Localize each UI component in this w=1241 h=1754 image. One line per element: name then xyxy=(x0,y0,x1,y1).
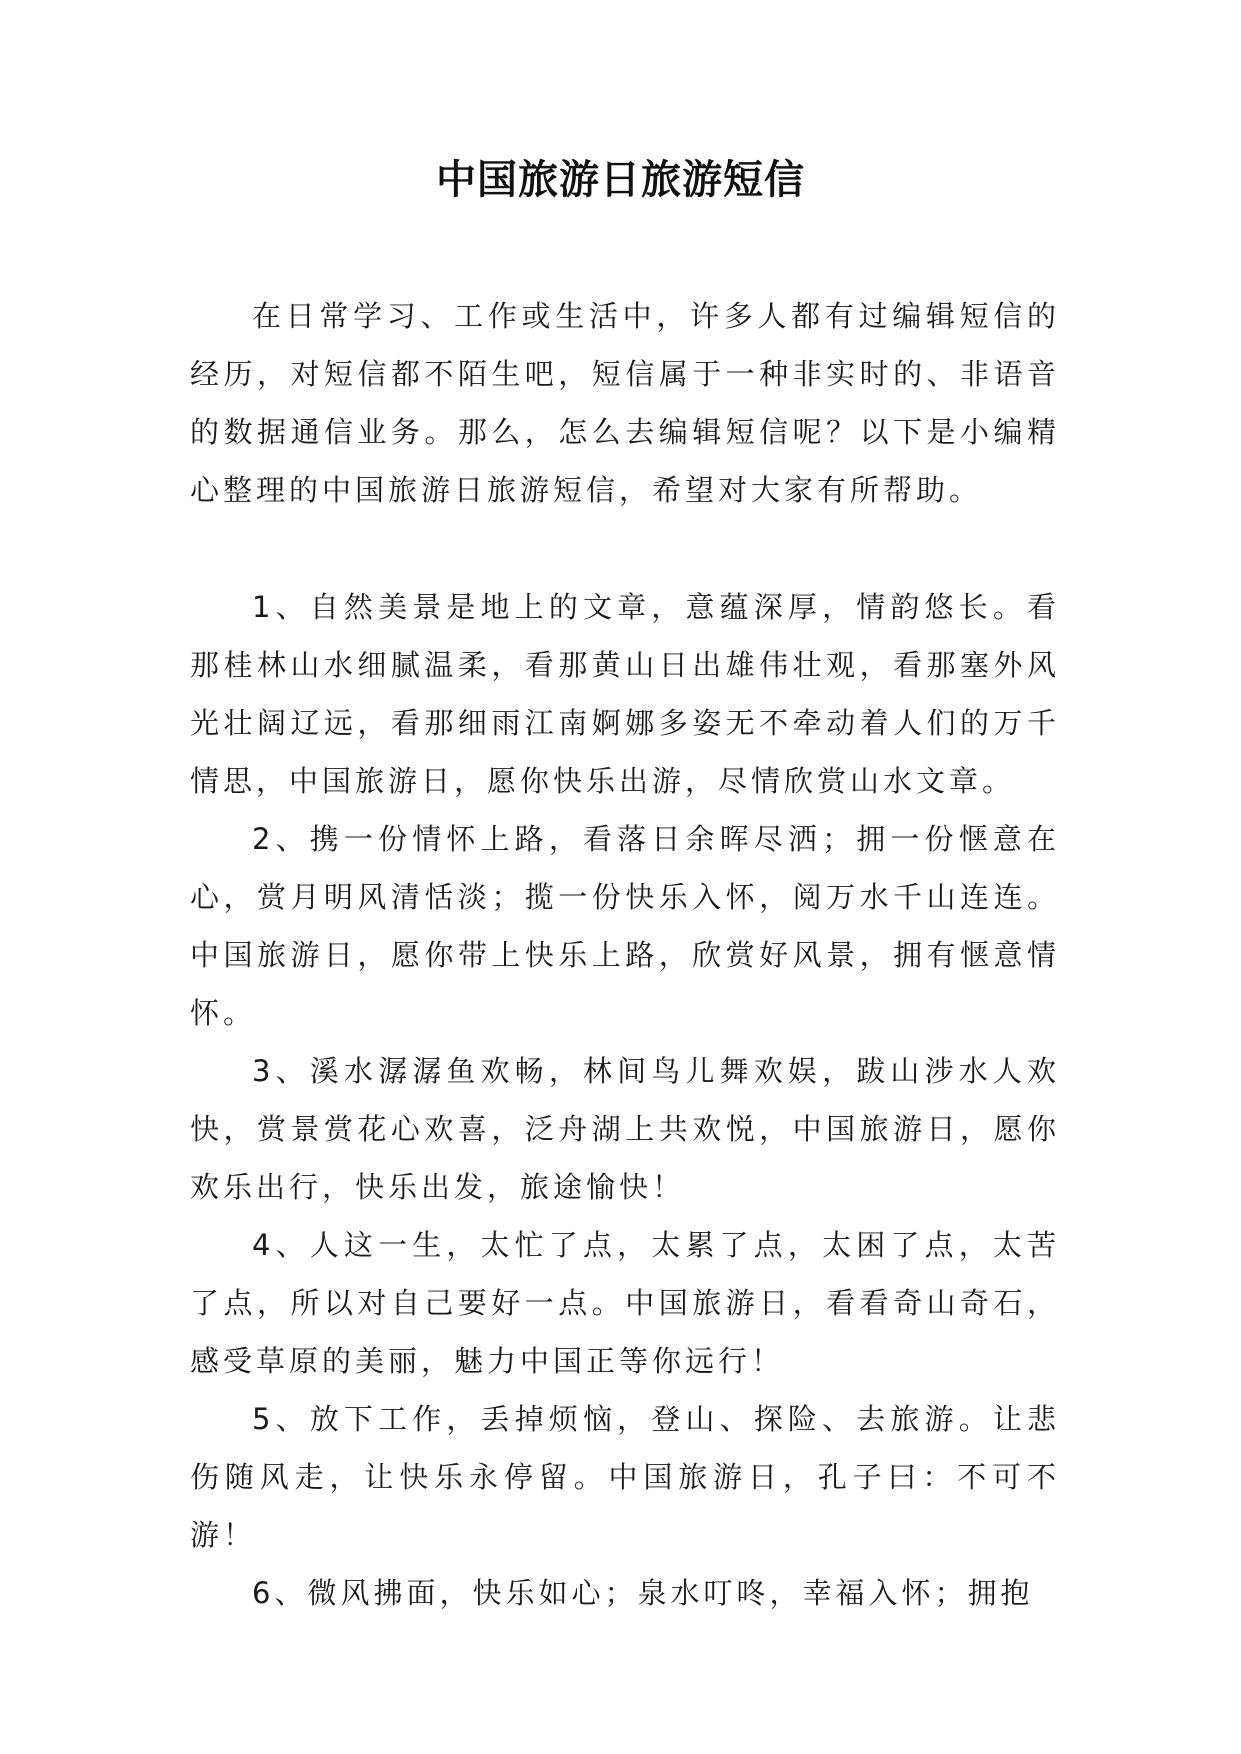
message-item-4: 4、人这一生，太忙了点，太累了点，太困了点，太苦了点，所以对自己要好一点。中国旅游日，看看奇山奇石，感受草原的美丽，魅力中国正等你远行！ xyxy=(190,1228,1060,1378)
message-item-5: 5、放下工作，丢掉烦恼，登山、探险、去旅游。让悲伤随风走，让快乐永停留。中国旅游日，孔子曰：不可不游！ xyxy=(190,1402,1060,1552)
intro-section xyxy=(190,287,1060,519)
message-list xyxy=(190,578,1060,1622)
document-title: 中国旅游日旅游短信 xyxy=(436,156,805,203)
message-item-3: 3、溪水潺潺鱼欢畅，林间鸟儿舞欢娱，跋山涉水人欢快，赏景赏花心欢喜，泛舟湖上共欢悦，中国旅游日，愿你欢乐出行，快乐出发，旅途愉快！ xyxy=(190,1054,1060,1204)
message-item-1: 1、自然美景是地上的文章，意蕴深厚，情韵悠长。看那桂林山水细腻温柔，看那黄山日出雄伟壮观，看那塞外风光壮阔辽远，看那细雨江南婀娜多姿无不牵动着人们的万千情思，中国旅游日，愿你快乐出游，尽情欣赏山水文章。 xyxy=(190,590,1060,798)
message-item-2: 2、携一份情怀上路，看落日余晖尽洒；拥一份惬意在心，赏月明风清恬淡；揽一份快乐入怀，阅万水千山连连。中国旅游日，愿你带上快乐上路，欣赏好风景，拥有惬意情怀。 xyxy=(190,822,1060,1030)
message-item-6: 6、微风拂面，快乐如心；泉水叮咚，幸福入怀；拥抱 xyxy=(252,1576,1034,1610)
intro-paragraph: 在日常学习、工作或生活中，许多人都有过编辑短信的经历，对短信都不陌生吧，短信属于一种非实时的、非语音的数据通信业务。那么，怎么去编辑短信呢？以下是小编精心整理的中国旅游日旅游短信，希望对大家有所帮助。 xyxy=(190,299,1060,507)
